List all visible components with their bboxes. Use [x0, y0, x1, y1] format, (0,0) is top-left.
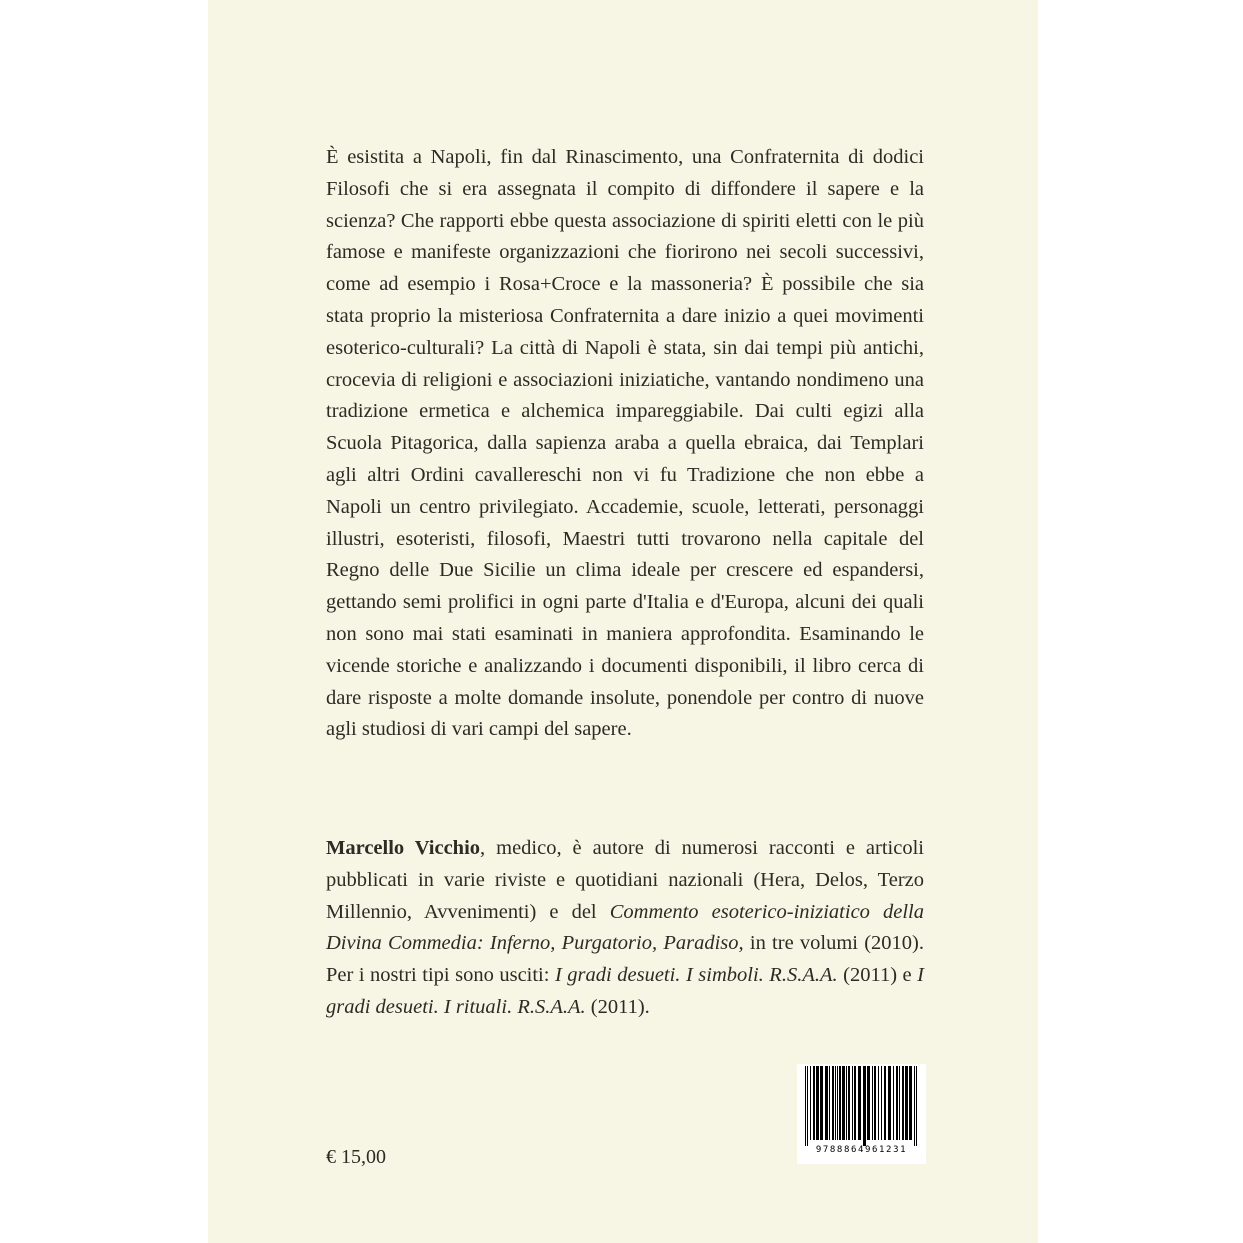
author-bio-paragraph: [326, 833, 924, 1024]
barcode-bar: [832, 1066, 834, 1140]
bio-text-2: in tre volumi (2010). Per i nostri tipi sono usciti:: [326, 932, 925, 987]
barcode-bar: [909, 1066, 912, 1140]
barcode-bar: [881, 1066, 882, 1140]
barcode-bar: [805, 1066, 806, 1146]
price-label: € 15,00: [326, 1146, 386, 1168]
barcode-bar: [888, 1066, 891, 1140]
barcode-bar: [825, 1066, 828, 1140]
barcode-bar: [837, 1066, 838, 1140]
barcode-bar: [899, 1066, 900, 1140]
barcode-bar: [842, 1066, 845, 1140]
author-name: Marcello Vicchio: [326, 837, 481, 859]
barcode-bar: [810, 1066, 811, 1140]
barcode-bar: [839, 1066, 841, 1140]
barcode-bar: [914, 1066, 915, 1146]
barcode-bar: [813, 1066, 815, 1140]
bio-work-title-1: Commento esoterico-iniziatico della Divina Commedia: Inferno, Purgatorio, Paradiso,: [326, 900, 924, 955]
bio-text-4: (2011).: [585, 995, 650, 1018]
barcode-bar: [807, 1066, 808, 1146]
bio-work-title-2: I gradi desueti. I simboli. R.S.A.A.: [554, 964, 838, 987]
barcode-bar: [848, 1066, 850, 1140]
barcode-bar: [902, 1066, 904, 1140]
bio-text-1: , medico, è autore di numerosi racconti e articoli pubblicati in varie riviste e quotidiani nazionali (Hera, Delos, Terzo Millennio, Avvenimenti) e del: [326, 837, 924, 923]
barcode-bar: [835, 1066, 836, 1140]
barcode-bar: [854, 1066, 856, 1140]
barcode-bar: [858, 1066, 861, 1140]
barcode-bar: [884, 1066, 886, 1140]
barcode-bar: [816, 1066, 819, 1140]
barcode-bar: [874, 1066, 876, 1140]
barcode-bar: [863, 1066, 866, 1146]
isbn-barcode: [797, 1064, 926, 1164]
bio-work-title-3: I gradi desueti. I rituali. R.S.A.A.: [326, 964, 924, 1018]
barcode-bar: [893, 1066, 894, 1140]
barcode-bar: [896, 1066, 898, 1140]
barcode-bar: [852, 1066, 853, 1140]
barcode-bars-icon: [797, 1064, 926, 1146]
book-back-cover: [208, 0, 1038, 1243]
barcode-digits: 9788864961231: [815, 1145, 908, 1155]
barcode-bar: [846, 1066, 847, 1140]
barcode-bar: [878, 1066, 879, 1140]
barcode-bar: [829, 1066, 830, 1140]
barcode-bar: [905, 1066, 908, 1140]
barcode-bar: [916, 1066, 917, 1146]
barcode-bar: [820, 1066, 823, 1140]
barcode-bar: [872, 1066, 873, 1140]
blurb-paragraph: È esistita a Napoli, fin dal Rinascimento, una Confraternita di dodici Filosofi che si era assegnata il compito di diffondere il sapere e la scienza? Che rapporti ebbe questa associazione di spiriti eletti con le più famose e manifeste organizzazioni che fiorirono nei secoli successivi, come ad esempio i Rosa+Croce e la massoneria? È possibile che sia stata proprio la misteriosa Confraternita a dare inizio a quei movimenti esoterico-culturali? La città di Napoli è stata, sin dai tempi più antichi, crocevia di religioni e associazioni iniziatiche, vantando nondimeno una tradizione ermetica e alchemica impareggiabile. Dai culti egizi alla Scuola Pitagorica, dalla sapienza araba a quella ebraica, dai Templari agli altri Ordini cavallereschi non vi fu Tradizione che non ebbe a Napoli un centro privilegiato. Accademie, scuole, letterati, personaggi illustri, esoteristi, filosofi, Maestri tutti trovarono nella capitale del Regno delle Due Sicilie un clima ideale per crescere ed espandersi, gettando semi prolifici in ogni parte d'Italia e d'Europa, alcuni dei quali non sono mai stati esaminati in maniera approfondita. Esaminando le vicende storiche e analizzando i documenti disponibili, il libro cerca di dare risposte a molte domande insolute, ponendole per contro di nuove agli studiosi di vari campi del sapere.: [326, 146, 924, 741]
barcode-bar: [867, 1066, 870, 1140]
bio-text-3: (2011) e: [837, 964, 918, 987]
